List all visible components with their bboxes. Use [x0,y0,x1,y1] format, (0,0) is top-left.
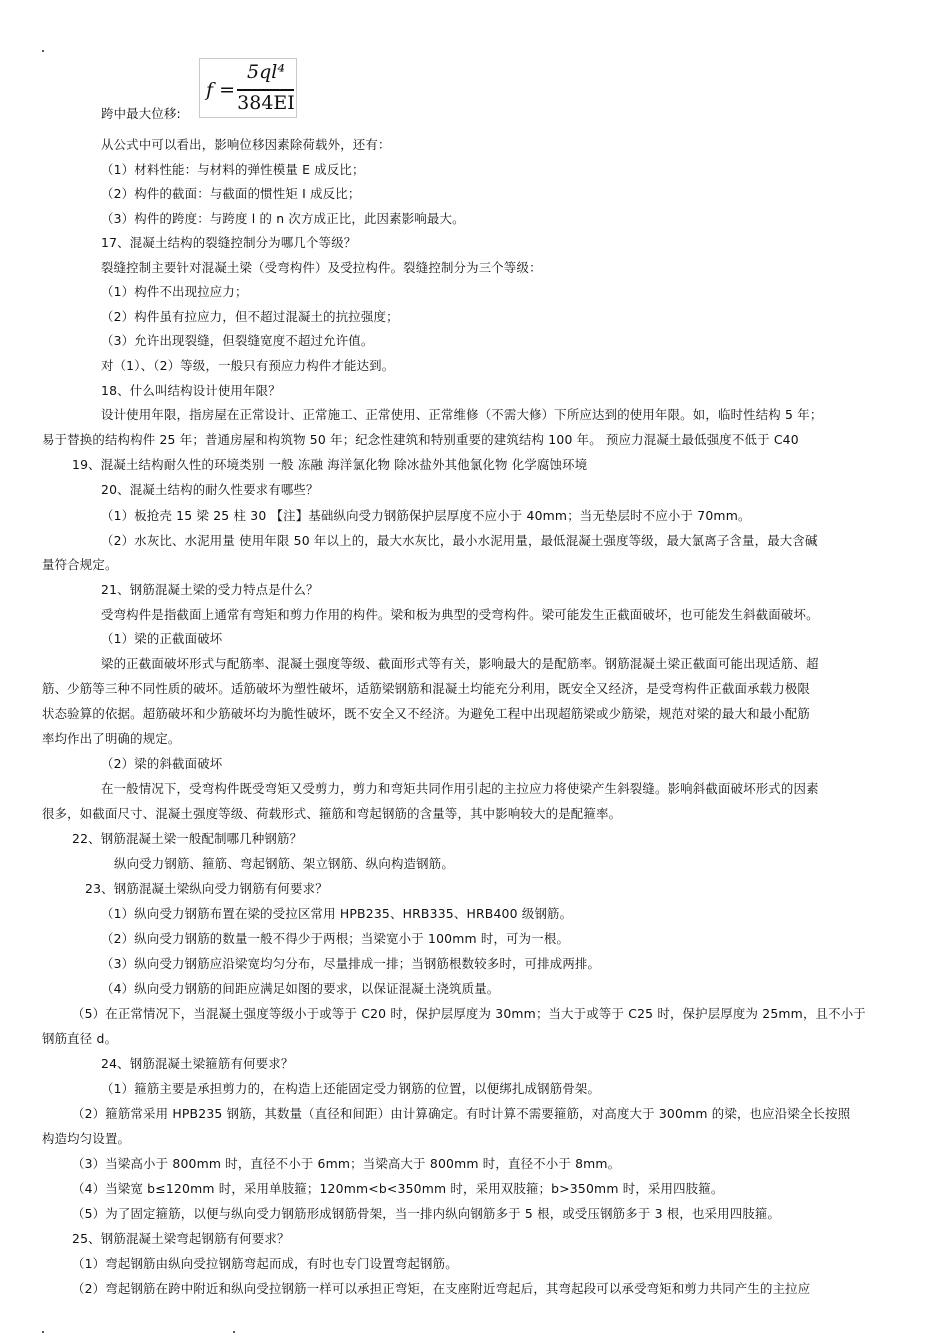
formula-lhs: f = [206,79,235,101]
text-line: （5）为了固定箍筋，以便与纵向受力钢筋形成钢筋骨架，当一排内纵向钢筋多于 5 根，或受压钢筋多于 3 根，也采用四肢箍。 [72,1206,781,1221]
text-line: 筋、少筋等三种不同性质的破坏。适筋破坏为塑性破坏，适筋梁钢筋和混凝土均能充分利用，既安全又经济，是受弯构件正截面承载力极限 [42,681,811,696]
section-heading: 22、钢筋混凝土梁一般配制哪几种钢筋？ [72,831,303,846]
text-line: 构造均匀设置。 [42,1131,131,1146]
page-mark-bottom-right [233,1331,235,1333]
text-line: 易于替换的结构构件 25 年；普通房屋和构筑物 50 年；纪念性建筑和特别重要的建筑结构 100 年。 预应力混凝土最低强度不低于 C40 [42,432,799,447]
text-line: 对（1）、（2）等级，一般只有预应力构件才能达到。 [101,358,395,373]
text-line: （2）构件的截面：与截面的惯性矩 I 成反比； [101,186,361,201]
subheading: （2）梁的斜截面破坏 [101,756,223,771]
text-line: （1）纵向受力钢筋布置在梁的受拉区常用 HPB235、HRB335、HRB400 级钢筋。 [101,906,573,921]
text-line: 纵向受力钢筋、箍筋、弯起钢筋、架立钢筋、纵向构造钢筋。 [114,856,454,871]
text-line: 设计使用年限，指房屋在正常设计、正常施工、正常使用、正常维修（不需大修）下所应达到的使用年限。如，临时性结构 5 年； [101,407,823,422]
text-line: （4）纵向受力钢筋的间距应满足如图的要求，以保证混凝土浇筑质量。 [101,981,500,996]
text-line: （2）箍筋常采用 HPB235 钢筋，其数量（直径和间距）由计算确定。有时计算不需要箍筋，对高度大于 300mm 的梁，也应沿梁全长按照 [72,1106,851,1121]
text-line: （1）材料性能：与材料的弹性模量 E 成反比； [101,162,365,177]
text-line: 状态验算的依据。超筋破坏和少筋破坏均为脆性破坏，既不安全又不经济。为避免工程中出现超筋梁或少筋梁，规范对梁的最大和最小配筋 [42,706,811,721]
text-line: 梁的正截面破坏形式与配筋率、混凝土强度等级、截面形式等有关，影响最大的是配筋率。钢筋混凝土梁正截面可能出现适筋、超 [101,656,819,671]
text-line: （2）弯起钢筋在跨中附近和纵向受拉钢筋一样可以承担正弯矩，在支座附近弯起后，其弯起段可以承受弯矩和剪力共同产生的主拉应 [72,1281,811,1296]
text-line: 钢筋直径 d。 [42,1031,118,1046]
text-line: 在一般情况下，受弯构件既受弯矩又受剪力，剪力和弯矩共同作用引起的主拉应力将使梁产生斜裂缝。影响斜截面破坏形式的因素 [101,781,819,796]
text-line: 很多，如截面尺寸、混凝土强度等级、荷载形式、箍筋和弯起钢筋的含量等，其中影响较大的是配箍率。 [42,806,622,821]
section-heading: 17、混凝土结构的裂缝控制分为哪几个等级？ [101,235,357,250]
formula-label: 跨中最大位移: [101,106,181,121]
section-heading: 25、钢筋混凝土梁弯起钢筋有何要求？ [72,1231,290,1246]
text-line: （1）弯起钢筋由纵向受拉钢筋弯起而成，有时也专门设置弯起钢筋。 [72,1256,458,1271]
text-line: 量符合规定。 [42,557,118,572]
subheading: （1）梁的正截面破坏 [101,631,223,646]
text-line: （5）在正常情况下，当混凝土强度等级小于或等于 C20 时，保护层厚度为 30mm；当大于或等于 C25 时，保护层厚度为 25mm，且不小于 [72,1006,866,1021]
section-heading: 20、混凝土结构的耐久性要求有哪些？ [101,482,319,497]
section-heading: 18、什么叫结构设计使用年限？ [101,383,281,398]
text-line: （2）纵向受力钢筋的数量一般不得少于两根；当梁宽小于 100mm 时，可为一根。 [101,931,570,946]
section-heading: 19、混凝土结构耐久性的环境类别 一般 冻融 海洋氯化物 除冰盐外其他氯化物 化学腐蚀环境 [72,457,588,472]
text-line: 从公式中可以看出，影响位移因素除荷载外，还有： [101,137,391,152]
page-mark-bottom-left [42,1331,44,1333]
formula-numerator: 5ql⁴ [247,61,285,83]
formula-denominator: 384EI [237,92,295,114]
text-line: （1）板抢壳 15 梁 25 柱 30 【注】基础纵向受力钢筋保护层厚度不应小于 40mm；当无垫层时不应小于 70mm。 [101,508,751,523]
text-line: 裂缝控制主要针对混凝土梁（受弯构件）及受拉构件。裂缝控制分为三个等级： [101,260,542,275]
text-line: （3）当梁高小于 800mm 时，直径不小于 6mm；当梁高大于 800mm 时，直径不小于 8mm。 [72,1156,621,1171]
section-heading: 23、钢筋混凝土梁纵向受力钢筋有何要求？ [85,881,328,896]
text-line: 率均作出了明确的规定。 [42,731,181,746]
text-line: （1）箍筋主要是承担剪力的，在构造上还能固定受力钢筋的位置，以便绑扎成钢筋骨架。 [101,1081,601,1096]
text-line: （4）当梁宽 b≤120mm 时，采用单肢箍；120mm<b<350mm 时，采用双肢箍；b>350mm 时，采用四肢箍。 [72,1181,724,1196]
text-line: （2）构件虽有拉应力，但不超过混凝土的抗拉强度； [101,309,399,324]
formula-fraction-bar [237,89,294,91]
text-line: （3）构件的跨度：与跨度 l 的 n 次方成正比，此因素影响最大。 [101,211,465,226]
text-line: （1）构件不出现拉应力； [101,284,248,299]
text-line: （2）水灰比、水泥用量 使用年限 50 年以上的，最大水灰比，最小水泥用量，最低混凝土强度等级，最大氯离子含量，最大含碱 [101,533,818,548]
text-line: （3）允许出现裂缝，但裂缝宽度不超过允许值。 [101,333,374,348]
section-heading: 24、钢筋混凝土梁箍筋有何要求？ [101,1056,294,1071]
deflection-formula-image [199,58,297,118]
text-line: （3）纵向受力钢筋应沿梁宽均匀分布，尽量排成一排；当钢筋根数较多时，可排成两排。 [101,956,601,971]
page-mark-top [42,50,44,52]
text-line: 受弯构件是指截面上通常有弯矩和剪力作用的构件。梁和板为典型的受弯构件。梁可能发生正截面破坏，也可能发生斜截面破坏。 [101,607,819,622]
section-heading: 21、钢筋混凝土梁的受力特点是什么？ [101,582,319,597]
